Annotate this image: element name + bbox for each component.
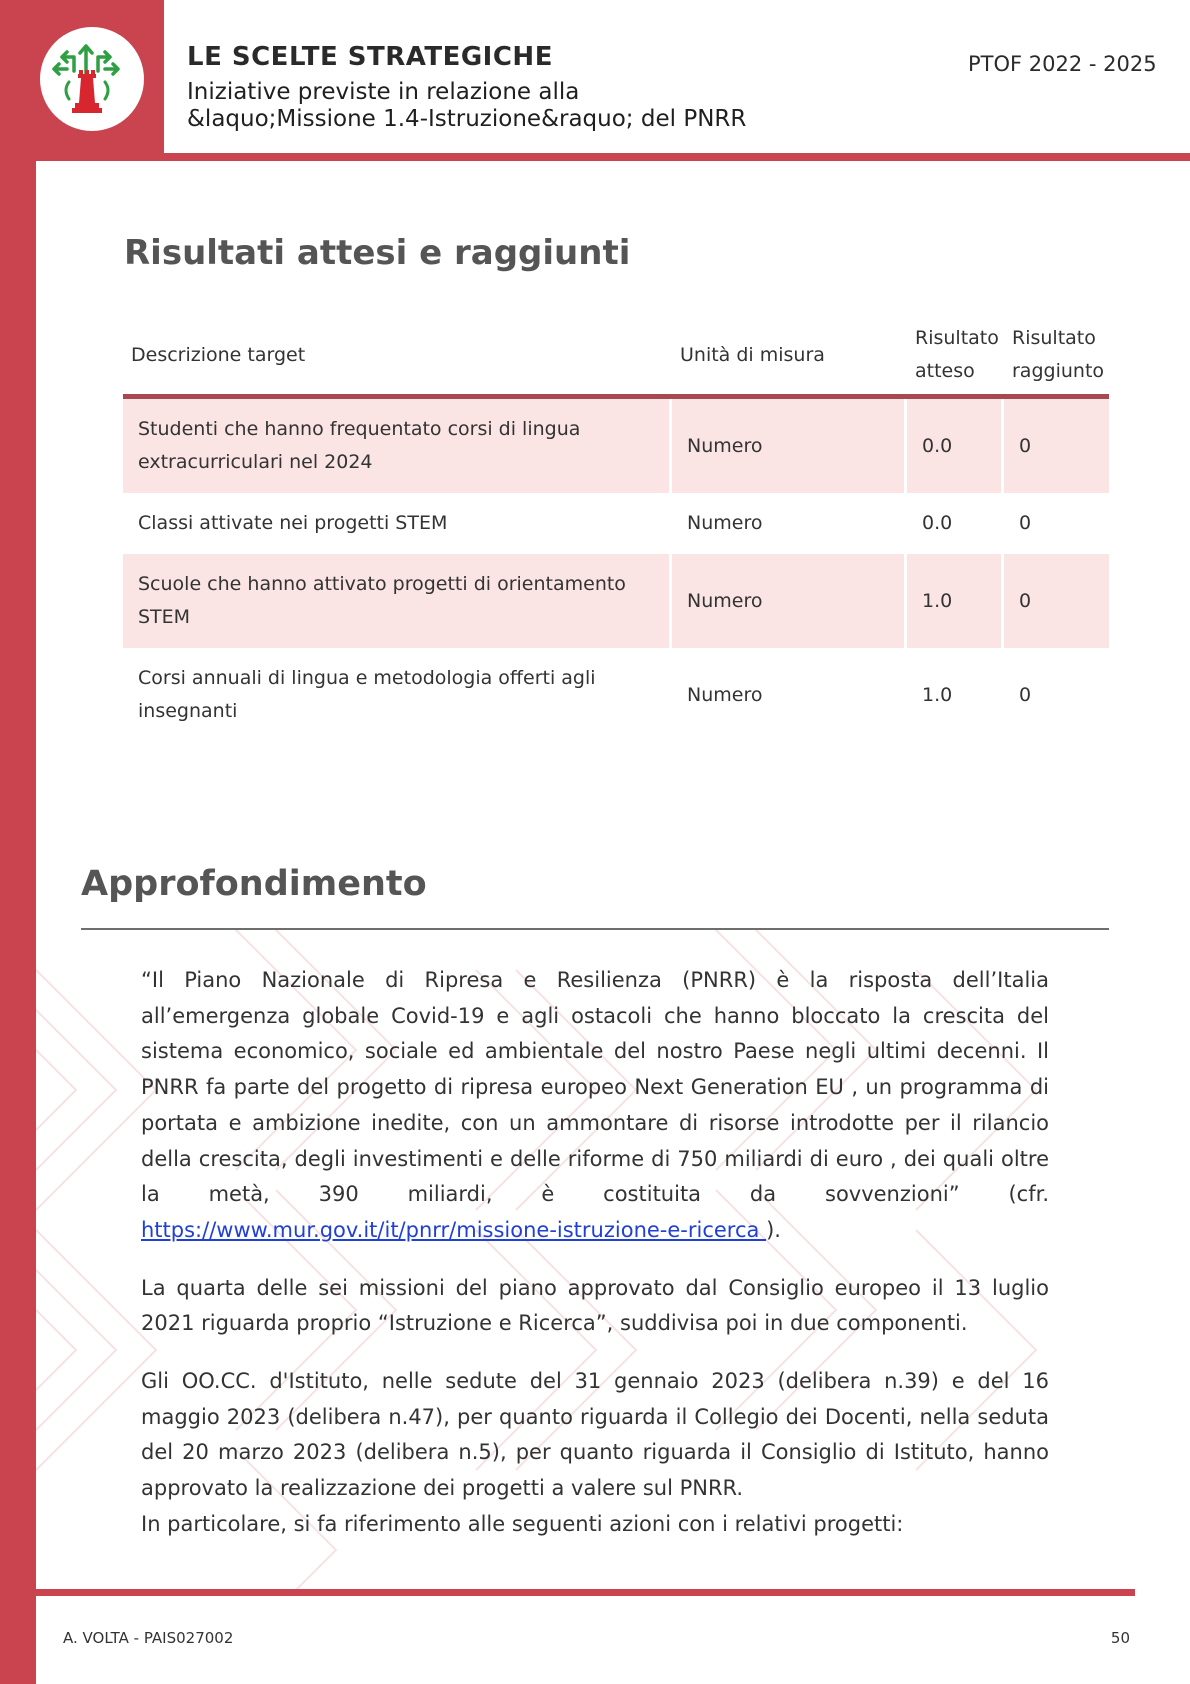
header-subtitle-line-1: Iniziative previste in relazione alla bbox=[187, 79, 580, 105]
cell-descrizione: Corsi annuali di lingua e metodologia offerti agli insegnanti bbox=[138, 667, 596, 722]
column-header-raggiunto-line-2: raggiunto bbox=[1012, 360, 1105, 382]
ptof-label: PTOF 2022 - 2025 bbox=[968, 52, 1157, 76]
approfondimento-title: Approfondimento bbox=[81, 864, 427, 904]
cell-atteso: 0.0 bbox=[907, 399, 1004, 493]
column-header-atteso-line-2: atteso bbox=[915, 360, 975, 382]
table-header-row bbox=[123, 316, 1109, 399]
paragraph-pnrr-intro bbox=[141, 963, 1049, 1249]
school-logo-icon bbox=[40, 27, 144, 131]
results-table bbox=[123, 316, 1109, 742]
cell-unita: Numero bbox=[687, 512, 763, 534]
cell-descrizione: Scuole che hanno attivato progetti di orientamento STEM bbox=[123, 554, 672, 648]
cell-unita: Numero bbox=[687, 683, 763, 706]
cell-unita: Numero bbox=[672, 399, 907, 493]
page-number: 50 bbox=[1110, 1629, 1130, 1647]
paragraph-pnrr-intro-text: “Il Piano Nazionale di Ripresa e Resilienza (PNRR) è la risposta dell’Italia all’emergenza globale Covid-19 e agli ostacoli che hanno bloccato la crescita del sistema economico, sociale ed ambientale del nostro Paese negli ultimi decenni. Il PNRR fa parte del progetto di ripresa europeo Next Generation EU , un programma di portata e ambizione inedite, con un ammontare di risorse introdotte per il rilancio della crescita, degli investimenti e delle riforme di 750 miliardi di euro , dei quali oltre la metà, 390 miliardi, è costituita da sovvenzioni” (cfr. bbox=[141, 968, 1049, 1207]
header-title: LE SCELTE STRATEGICHE bbox=[187, 42, 553, 72]
column-header-raggiunto-line-1: Risultato bbox=[1012, 327, 1096, 349]
cell-descrizione: Studenti che hanno frequentato corsi di lingua extracurriculari nel 2024 bbox=[123, 399, 672, 493]
cell-atteso: 1.0 bbox=[907, 554, 1004, 648]
column-header-unita: Unità di misura bbox=[672, 316, 907, 399]
footer-rule bbox=[36, 1589, 1135, 1596]
mur-link[interactable]: https://www.mur.gov.it/it/pnrr/missione-istruzione-e-ricerca bbox=[141, 1217, 767, 1242]
results-section-title: Risultati attesi e raggiunti bbox=[124, 233, 631, 273]
table-row bbox=[123, 554, 1109, 648]
left-accent-bar bbox=[0, 0, 36, 1684]
footer-school-code: A. VOLTA - PAIS027002 bbox=[63, 1629, 234, 1647]
cell-raggiunto: 0 bbox=[1019, 683, 1032, 706]
cell-atteso: 1.0 bbox=[922, 683, 953, 706]
table-row bbox=[123, 399, 1109, 493]
paragraph-delibere: Gli OO.CC. d'Istituto, nelle sedute del 31 gennaio 2023 (delibera n.39) e del 16 maggio 2023 (delibera n.47), per quanto riguarda il Collegio dei Docenti, nella seduta del 20 marzo 2023 (delibera n.5), per quanto riguarda il Consiglio di Istituto, hanno approvato la realizzazione dei progetti a valere sul PNRR. bbox=[141, 1369, 1049, 1501]
cell-raggiunto: 0 bbox=[1019, 512, 1032, 534]
paragraph-quarta-missione: La quarta delle sei missioni del piano approvato dal Consiglio europeo il 13 luglio 2021 riguarda proprio “Istruzione e Ricerca”, suddivisa poi in due componenti. bbox=[141, 1275, 1049, 1336]
header-subtitle bbox=[187, 79, 746, 133]
table-row bbox=[123, 493, 1109, 554]
column-header-raggiunto bbox=[1004, 316, 1109, 399]
cell-unita: Numero bbox=[672, 554, 907, 648]
cell-raggiunto: 0 bbox=[1004, 399, 1109, 493]
column-header-atteso-line-1: Risultato bbox=[915, 327, 999, 349]
table-row bbox=[123, 648, 1109, 742]
cell-raggiunto: 0 bbox=[1004, 554, 1109, 648]
header-subtitle-line-2: &laquo;Missione 1.4-Istruzione&raquo; del PNRR bbox=[187, 106, 747, 132]
cell-descrizione: Classi attivate nei progetti STEM bbox=[138, 512, 448, 534]
approfondimento-body bbox=[141, 963, 1049, 1543]
paragraph-azioni: In particolare, si fa riferimento alle seguenti azioni con i relativi progetti: bbox=[141, 1511, 904, 1536]
column-header-atteso bbox=[907, 316, 1004, 399]
cell-atteso: 0.0 bbox=[922, 512, 953, 534]
header-rule bbox=[36, 153, 1190, 161]
paragraph-pnrr-intro-end: ). bbox=[766, 1217, 781, 1242]
column-header-descrizione: Descrizione target bbox=[123, 316, 672, 399]
